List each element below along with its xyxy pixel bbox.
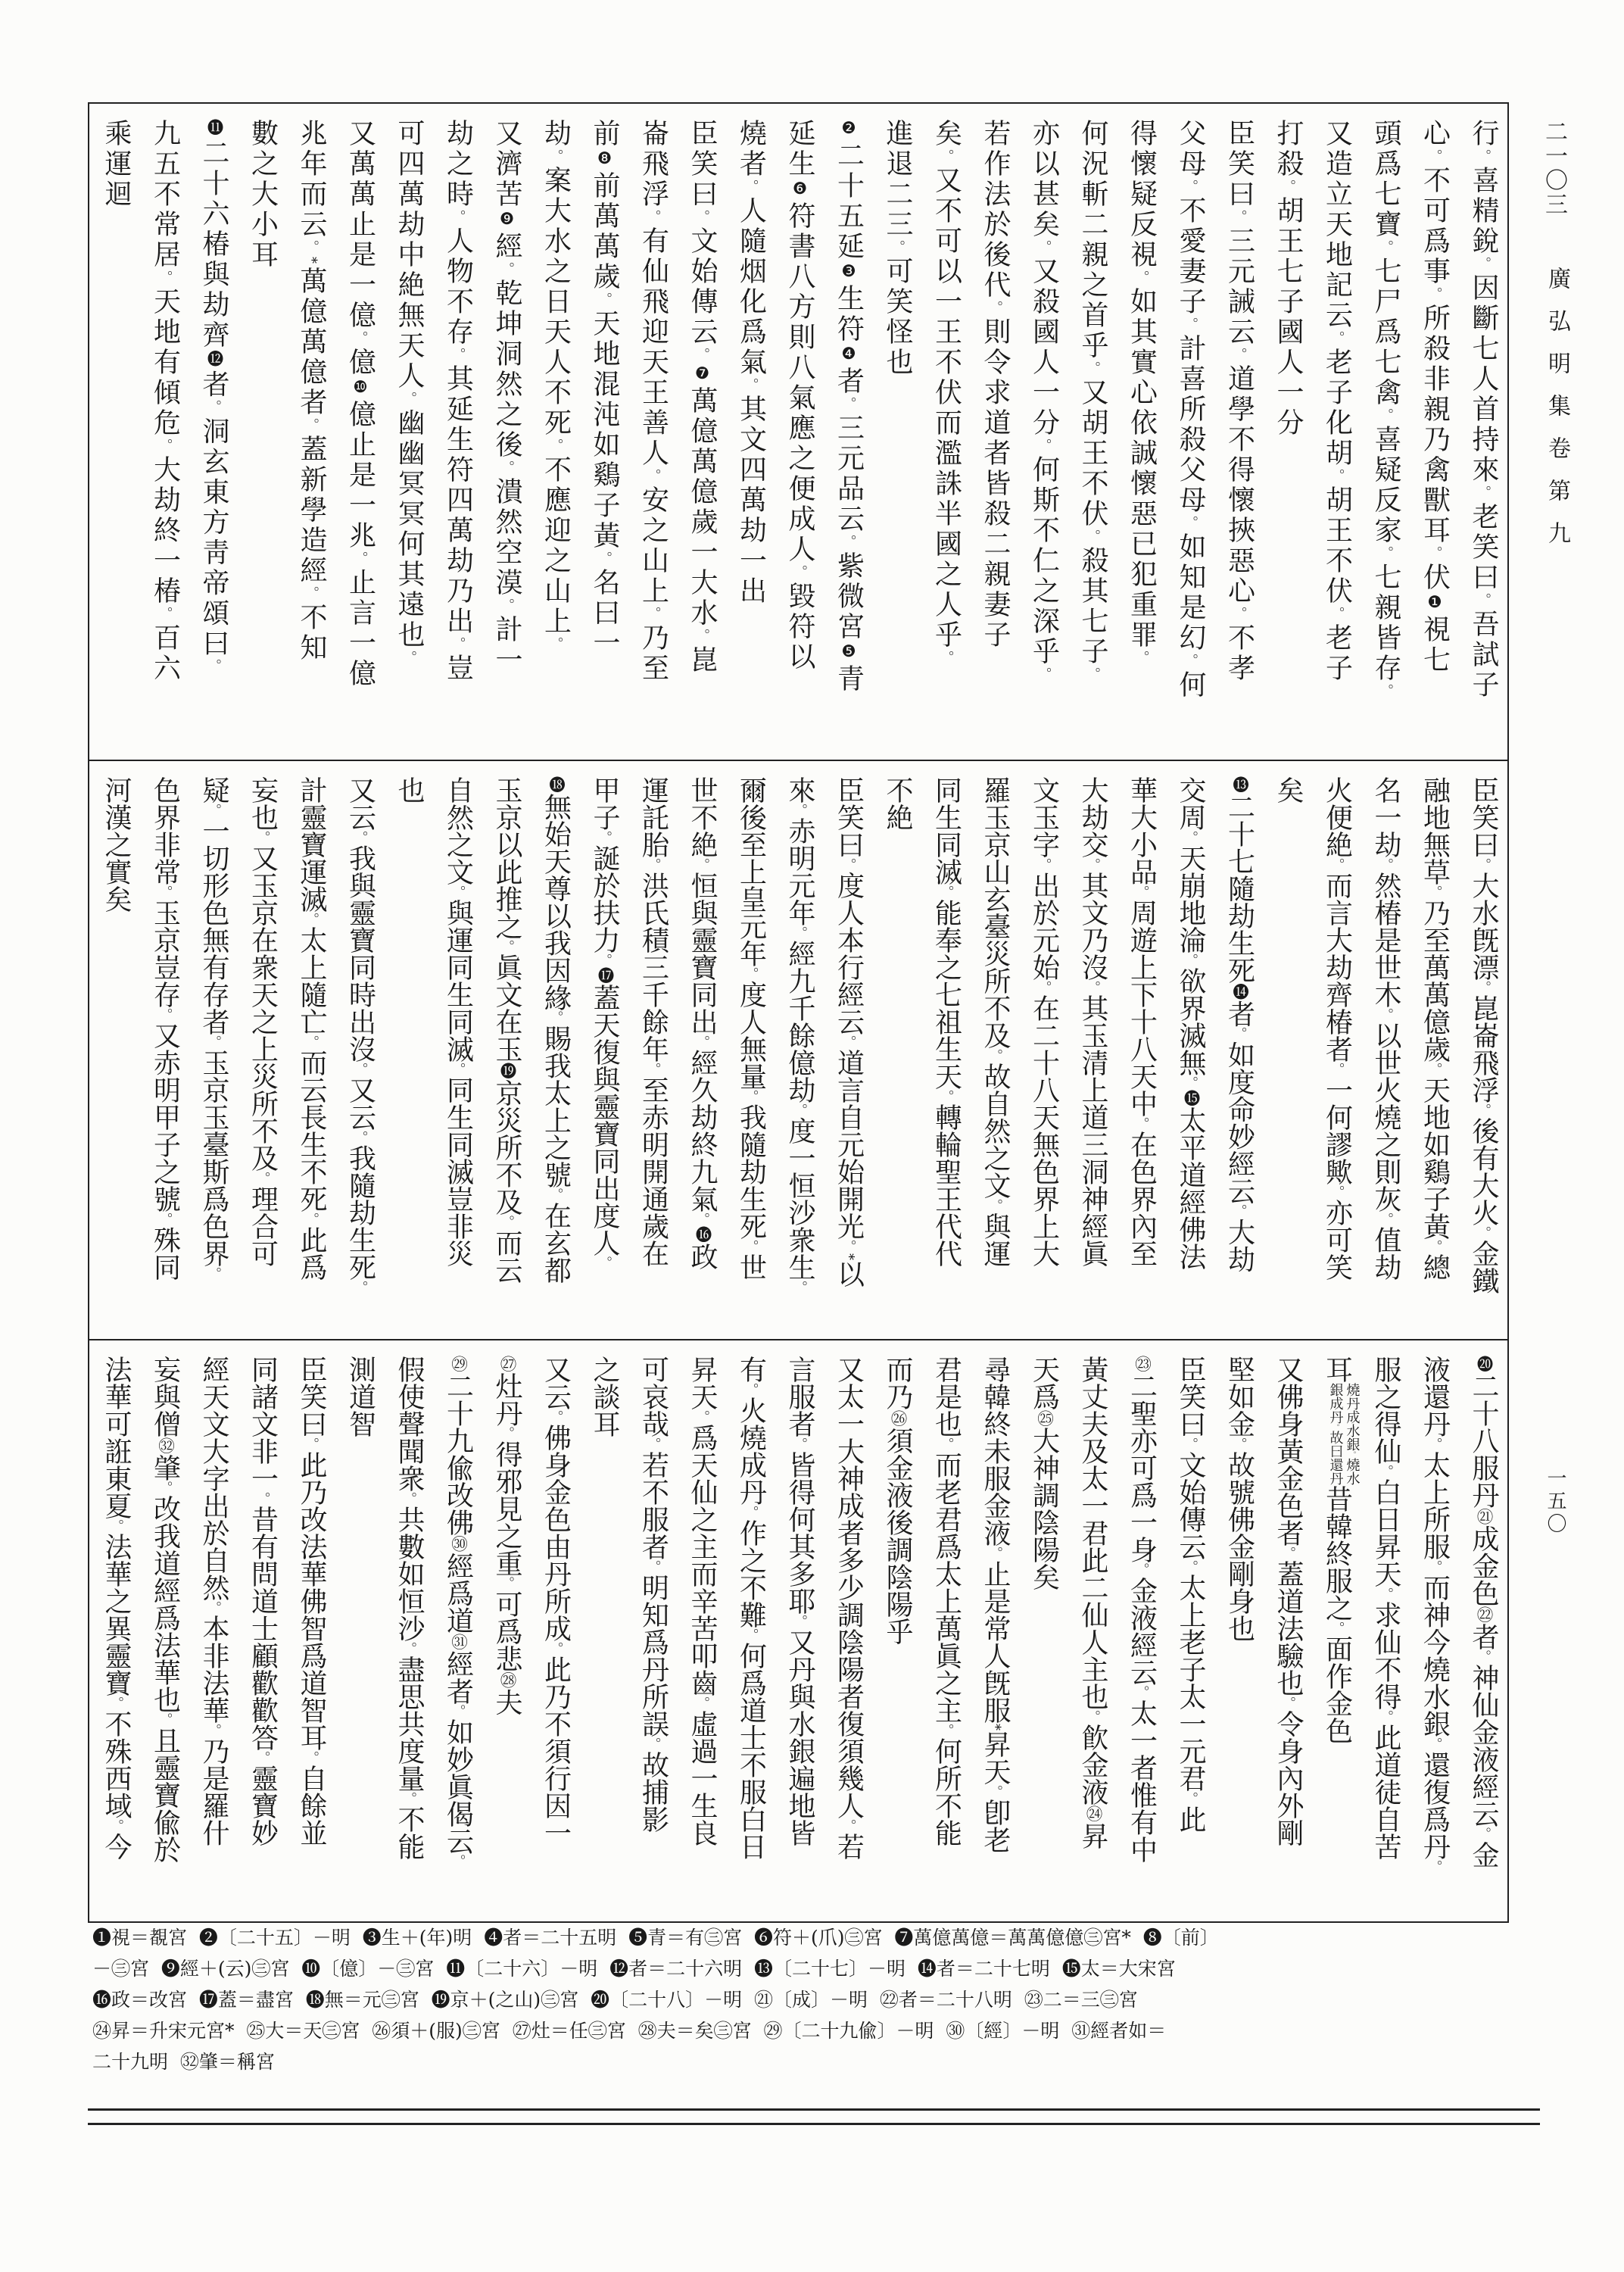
text-column: 文玉字。出於元始。在二十八天無色界上大 (1028, 776, 1060, 1267)
text-column: ㉙二十九偸改佛㉚經爲道㉛經者。如妙眞偈云。 (442, 1356, 474, 1868)
text-column: 自然之文。與運同生同滅。同生同滅豈非災 (442, 776, 474, 1267)
text-number: 二一〇三 (1541, 120, 1567, 217)
text-column: 昇天。爲天仙之主而辛苦叩齒。虛過一生良 (687, 1356, 718, 1846)
text-column: 打殺。胡王七子國人一分 (1273, 119, 1304, 438)
text-column: 前❽前萬萬歲。天地混沌如鷄子黃。名曰一 (589, 119, 620, 659)
text-column: 假使聲聞衆。共數如恒沙。盡思共度量。不能 (394, 1356, 425, 1860)
text-column: 劫。案大水之日天人不死。不應迎之山上。 (540, 119, 572, 654)
text-column: 同諸文非一。昔有問道士顧歡歡答。靈寶妙 (247, 1356, 279, 1846)
text-column: 爾後至上皇元年。度人無量。我隨劫生死。世 (735, 776, 767, 1281)
text-column: 同生同滅。能奉之七祖生天。轉輪聖王代代 (930, 776, 962, 1267)
text-column: ⓫二十六椿與劫齊⓬者。洞玄東方靑帝頌曰。 (198, 119, 229, 676)
text-column: ㉗灶丹。得邪見之重。可爲悲㉘夫 (491, 1356, 522, 1716)
text-column: 名一劫。然椿是世木。以世火燒之則灰。值劫 (1370, 776, 1401, 1281)
bottom-rule (88, 2108, 1540, 2111)
footnote-line: 二十九明 ㉜肇＝稱宮 (92, 2051, 275, 2073)
text-column: 天爲㉕大神調陰陽矣 (1028, 1356, 1060, 1590)
text-column: 又造立天地記云。老子化胡。胡王不伏。老子 (1321, 119, 1353, 684)
text-column: 臣笑曰。文始傳云。太上老子太一元君。此 (1175, 1356, 1206, 1833)
text-column: 進退二三。可笑怪也 (882, 119, 913, 378)
text-column: 世不絶。恒與靈寶同出。經久劫終九氣。⓰政 (687, 776, 718, 1270)
bottom-rule (88, 2123, 1540, 2125)
text-column: 劫之時。人物不存。其延生符四萬劫乃出。豈 (442, 119, 474, 684)
text-column: 不絶 (882, 776, 913, 831)
text-column: 堅如金。故號佛金剛身也 (1223, 1356, 1255, 1642)
text-column: 疑。一切形色無有存者。玉京玉臺斯爲色界。 (198, 776, 229, 1281)
text-column: 黃丈夫及太一君此二仙人主也。飮金液㉔昇 (1077, 1356, 1108, 1849)
text-column: 又濟苦❾經。乾坤洞然之後。潰然空漠。計一 (491, 119, 522, 676)
text-column: 經天文大字出於自然。本非法華。乃是羅什 (198, 1356, 229, 1846)
text-column: 行。喜精銳。因斷七人首持來。老笑曰。吾試子 (1468, 119, 1499, 701)
footnote-line: ㉔昇＝升宋元宮* ㉕大＝天㊂宮 ㉖須＋(服)㊂宮 ㉗灶＝任㊂宮 ㉘夫＝矣㊂宮 ㉙〔二十九偸〕－明 ㉚〔經〕－明 ㉛經者如＝ (92, 2020, 1167, 2042)
text-column: 何況斬二親之首乎。又胡王不伏。殺其七子。 (1077, 119, 1108, 684)
text-column: 尋韓終未服金液。止是常人旣服*昇天。卽老 (980, 1356, 1011, 1853)
text-column: 羅玉京山玄臺災所不及。故自然之文。與運 (980, 776, 1011, 1267)
footnote-line: ⓰政＝改宮 ⓱蓋＝盡宮 ⓲無＝元㊂宮 ⓳京＋(之山)㊂宮 ⓴〔二十八〕－明 ㉑〔成〕－明 ㉒者＝二十八明 ㉓二＝三㊂宮 (92, 1989, 1138, 2011)
text-column: 服之得仙。白日昇天。求仙不得。此道徒自苦 (1370, 1356, 1401, 1860)
text-column: ❷二十五延❸生符❹者。三元品云。紫微宮❺青 (833, 119, 865, 694)
text-column: ⓭二十七隨劫生死⓮者。如度命妙經云。大劫 (1223, 776, 1255, 1273)
text-column: 矣 (1273, 776, 1304, 804)
text-column: 可哀哉。若不服者。明知爲丹所誤。故捕影 (637, 1356, 669, 1833)
footnote-line: －㊂宮 ❾經＋(云)㊂宮 ❿〔億〕－㊂宮 ⓫〔二十六〕－明 ⓬者＝二十六明 ⓭〔二十七〕－明 ⓮者＝二十七明 ⓯太＝大宋宮 (92, 1958, 1176, 1980)
register-bottom (89, 1340, 1507, 1920)
text-column: 延生❻符書八方則八氣應之便成人。毀符以 (784, 119, 815, 673)
text-column: ⓴二十八服丹㉑成金色㉒者。神仙金液經云。金 (1468, 1356, 1499, 1868)
text-column: 甲子。誕於扶力。⓱蓋天復與靈寶同出度人。 (589, 776, 620, 1270)
text-column: 華大小品。周遊上下十八天中。在色界內至 (1126, 776, 1158, 1267)
text-column: 臣笑曰。度人本行經云。道言自元始開光。*以 (833, 776, 865, 1287)
text-column: 運託胎。洪氏積三千餘年。至赤明開通歲在 (637, 776, 669, 1267)
text-column: 臣笑曰。大水旣漂。崑崙飛浮。後有大火。金鐵 (1468, 776, 1499, 1294)
text-column: 矣。又不可以一王不伏而濫誅半國之人乎。 (930, 119, 962, 667)
text-column: 色界非常。玉京豈存。又赤明甲子之號。殊同 (149, 776, 181, 1281)
text-column: 玉京以此推之。眞文在玉⓳京災所不及。而云 (491, 776, 522, 1284)
text-column: 測道智 (344, 1356, 376, 1437)
text-column: 心。不可爲事。所殺非親乃禽獸耳。伏❶視七 (1419, 119, 1451, 676)
text-column: ㉓二聖亦可爲一身。金液經云。太一者惟有中 (1126, 1356, 1158, 1863)
register-top (89, 104, 1507, 758)
text-column: 計靈寶運滅。太上隨亡。而云長生不死。此爲 (296, 776, 327, 1281)
column-text: 耳 (1321, 1356, 1353, 1383)
text-column: 又太一大神成者多少調陰陽者復須幾人。若 (833, 1356, 865, 1860)
book-title: 廣弘明集卷第九 (1544, 267, 1570, 563)
text-column: 乘運迴 (101, 119, 132, 210)
text-column: 有。火燒成丹。作之不難。何爲道士不服白日 (735, 1356, 767, 1860)
column-text: 昔韓終服之。面作金色 (1321, 1485, 1353, 1744)
text-column: 融地無草。乃至萬萬億歲。天地如鷄子黃。總 (1419, 776, 1451, 1281)
text-column: 法華可誑東夏。法華之異靈寶。不殊西域。今 (101, 1356, 132, 1860)
text-column: 燒者。人隨烟化爲氣。其文四萬劫一出 (735, 119, 767, 607)
interlinear-note (1327, 1383, 1361, 1485)
text-column: 數之大小耳 (247, 119, 279, 270)
footnote-line: ❶視＝覩宮 ❷〔二十五〕－明 ❸生＋(年)明 ❹者＝二十五明 ❺青＝有㊂宮 ❻符＋(爪)㊂宮 ❼萬億萬億＝萬萬億億㊂宮* ❽〔前〕 (92, 1927, 1219, 1949)
text-column: 又佛身黃金色者。蓋道法驗也。令身內外剛 (1273, 1356, 1304, 1846)
text-column: 交周。天崩地淪。欲界滅無。⓯太平道經佛法 (1175, 776, 1206, 1270)
text-column: ⓲無始天尊以我因緣。賜我太上之號。在玄都 (540, 776, 572, 1284)
register-middle (89, 761, 1507, 1337)
text-column: 而乃㉖須金液後調陰陽乎 (882, 1356, 913, 1645)
text-column: 之談耳 (589, 1356, 620, 1437)
note-line: 銀成丹。故曰還丹 (1327, 1383, 1344, 1485)
text-column: 大劫交。其文乃沒。其玉清上道三洞神經眞 (1077, 776, 1108, 1267)
collation-notes (92, 1922, 1535, 2077)
text-column: 兆年而云。*萬億萬億者。蓋新學造經。不知 (296, 119, 327, 663)
note-line: 燒丹成水銀。燒水 (1344, 1383, 1361, 1485)
text-column: 頭爲七寶。七尸爲七禽。喜疑反家。七親皆存。 (1370, 119, 1401, 701)
text-column: 妄與僧㉜肇。改我道經爲法華也。且靈寶偸於 (149, 1356, 181, 1863)
text-column: 九五不常居。天地有傾危。大劫終一椿。百六 (149, 119, 181, 684)
text-column: 來。赤明元年。經九千餘億劫。度一恒沙衆生。 (784, 776, 815, 1294)
text-column: 又萬萬止是一億。億❿億止是一兆。止言一億 (344, 119, 376, 689)
text-column: 若作法於後代。則令求道者皆殺二親妻子 (980, 119, 1011, 651)
text-column: 又云。我與靈寶同時出沒。又云。我隨劫生死。 (344, 776, 376, 1294)
text-column: 妄也。又玉京在衆天之上災所不及。理合可 (247, 776, 279, 1267)
text-column: 亦以甚矣。又殺國人一分。何斯不仁之深乎。 (1028, 119, 1060, 684)
text-column: 崙飛浮。有仙飛迎天王善人。安之山上。乃至 (637, 119, 669, 684)
text-column: 可四萬劫中絶無天人。幽幽冥冥何其遠也。 (394, 119, 425, 667)
text-column: 也 (394, 776, 425, 804)
text-column: 臣笑曰。文始傳云。❼萬億萬億歲一大水。崑 (687, 119, 718, 676)
text-column (1312, 1356, 1361, 1920)
text-column: 液還丹。太上所服。而神今燒水銀。還復爲丹。 (1419, 1356, 1451, 1874)
text-column: 君是也。而老君爲太上萬眞之主。何所不能 (930, 1356, 962, 1846)
page-number: 一五〇 (1544, 1468, 1566, 1536)
text-column: 臣笑曰。三元誡云。道學不得懷挾惡心。不孝 (1223, 119, 1255, 684)
text-column: 又云。佛身金色由丹所成。此乃不須行因一 (540, 1356, 572, 1846)
text-column: 父母。不愛妻子。計喜所殺父母。如知是幻。何 (1175, 119, 1206, 701)
text-column: 得懷疑反視。如其實心依誠懷惡已犯重罪。 (1126, 119, 1158, 667)
text-column: 火便絶。而言大劫齊椿者。一何謬歟。亦可笑 (1321, 776, 1353, 1281)
text-column: 河漢之實矣 (101, 776, 132, 913)
text-column: 言服者。皆得何其多耶。又丹與水銀遍地皆 (784, 1356, 815, 1846)
text-column: 臣笑曰。此乃改法華佛智爲道智耳。自餘並 (296, 1356, 327, 1846)
